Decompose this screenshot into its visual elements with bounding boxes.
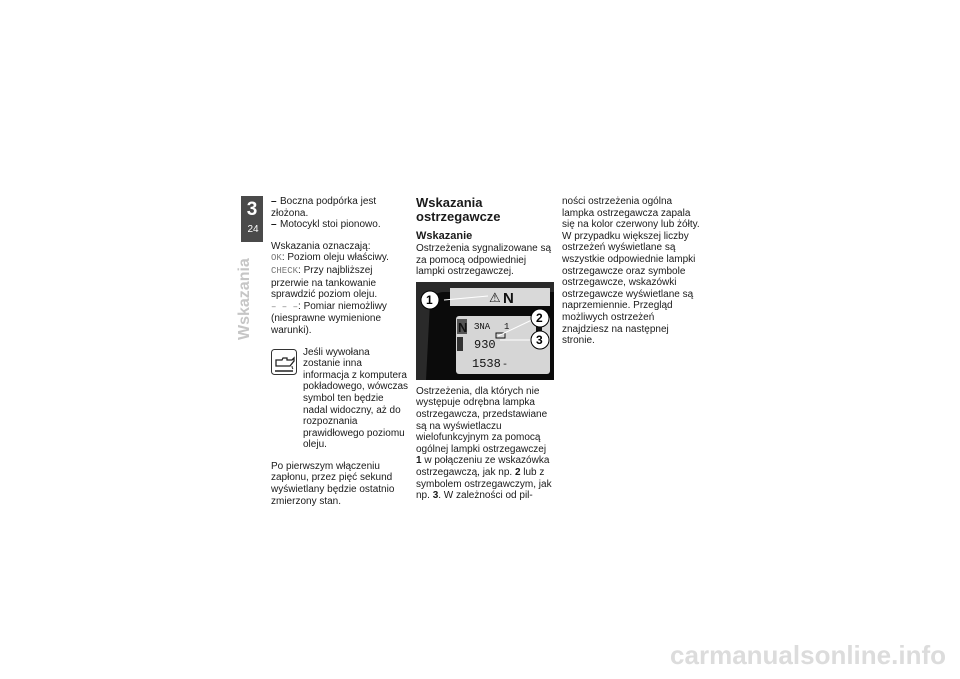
list-item: – Motocykl stoi pionowo. <box>271 219 381 231</box>
lcd-line-3: 1538 <box>472 356 501 371</box>
intro-text: Wskazania oznaczają: <box>271 240 371 252</box>
note <box>271 347 409 451</box>
column-2 <box>416 196 554 502</box>
subheading: Wskazanie <box>416 230 473 242</box>
column-3 <box>562 196 702 347</box>
chapter-number: 3 <box>246 199 258 220</box>
ok-entry: OK: Poziom oleju właściwy. <box>271 252 389 264</box>
note-text: Jeśli wywołana zostanie inna informacja z komputera pokładowego, wówczas symbol ten będzie nadal widoczny, aż do rozpoznania prawidłowego poziomu oleju. <box>303 346 409 451</box>
warning-triangle-icon: ⚠ <box>489 290 501 306</box>
paragraph: Ostrzeżenia sygnalizowane są za pomocą odpowiedniej lampki ostrzegawczej. <box>416 243 552 278</box>
check-entry: CHECK: Przy najbliższej przerwie na tankowanie sprawdzić poziom oleju. <box>271 264 378 301</box>
callout-1: 1 <box>426 292 433 307</box>
instrument-display-image <box>416 282 554 380</box>
lcd-line-3b: - <box>502 359 509 371</box>
display-illustration <box>416 282 554 380</box>
list-item: – Boczna podpórka jest złożona. <box>271 196 377 219</box>
chapter-tab <box>241 196 263 242</box>
dash-entry: – – –: Pomiar niemożliwy (niesprawne wymienione warunki). <box>271 300 387 336</box>
column-1 <box>271 196 409 507</box>
lcd-line-1: ЗNA <box>474 321 491 332</box>
gear-lcd: N <box>458 319 468 335</box>
paragraph: Po pierwszym włączeniu zapłonu, przez pięć sekund wyświetlany będzie ostatnio zmierzony stan. <box>271 460 395 507</box>
watermark: carmanualsonline.info <box>670 640 946 670</box>
paragraph: W przypadku większej liczby ostrzeżeń wyświetlane są wszystkie odpowiednie lampki ostrzegawcze oraz symbole ostrzegawcze, wskazówki ostrzegawcze wyświetlane są naprzemiennie. Przegląd możliwych ostrzeżeń znajdziesz na następnej stronie. <box>562 230 696 347</box>
lcd-line-2: 930 <box>474 337 496 352</box>
lcd-line-1b: 1 <box>504 321 510 332</box>
oil-can-icon <box>271 349 297 375</box>
callout-3: 3 <box>536 332 543 347</box>
callout-2: 2 <box>536 310 543 325</box>
page-number: 24 <box>247 224 259 235</box>
gear-indicator-top: N <box>503 289 514 307</box>
section-heading: Wskazania ostrzegawcze <box>416 195 501 224</box>
paragraph: ności ostrzeżenia ogólna lampka ostrzegawcza zapala się na kolor czerwony lub żółty. <box>562 196 700 231</box>
paragraph: Ostrzeżenia, dla których nie występuje odrębna lampka ostrzegawcza, przedstawiane są na wyświetlaczu wielofunkcyjnym za pomocą ogólnej lampki ostrzegawczej 1 w połączeniu ze wskazówka ostrzegawczą, jak np. 2 lub z symbolem ostrzegawczym, jak np. 3. W zależności od pil- <box>416 385 552 502</box>
